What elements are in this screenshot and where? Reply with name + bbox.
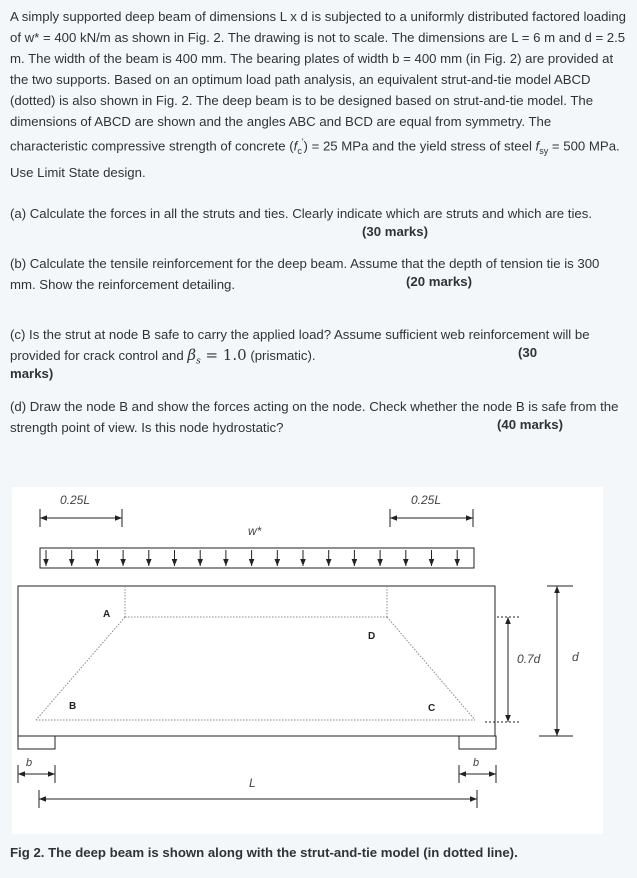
fc-symbol: f — [293, 138, 298, 154]
beta-symbol: β — [187, 346, 197, 364]
question-c-marks: (30 — [518, 345, 538, 360]
right-bearing-plate — [459, 736, 496, 749]
left-bearing-label: b — [26, 757, 33, 769]
fsy-symbol: f — [535, 138, 540, 154]
question-c-text: (c) Is the strut at node B safe to carry the applied load? Assume sufficient web reinforcement will be provided for crack control and — [10, 327, 590, 363]
problem-intro: A simply supported deep beam of dimensions L x d is subjected to a uniformly distributed factored loading of w* = 400 kN/m as shown in Fig. 2. The drawing is not to scale. The dimensions are L = 6 m and d = 2.5 m. The width of the beam is 400 mm. The bearing plates of width b = 400 mm (in Fig. 2) are provided at the two supports. Based on an optimum load path analysis, an equivalent strut-and-tie model ABCD (dotted) is also shown in Fig. 2. The deep beam is to be designed based on strut-and-tie model. The dimensions of ABCD are shown and the angles ABC and BCD are equal from symmetry. The characteristic — [10, 9, 627, 154]
fsy-subscript: sy — [539, 146, 549, 157]
left-quarter-label: 0.25L — [60, 493, 91, 507]
question-b: (b) Calculate the tensile reinforcement for the deep beam. Assume that the depth of tension tie is 300 mm. Show the reinforcement detailing. — [10, 256, 600, 292]
left-quarter-dimension — [40, 509, 122, 527]
right-quarter-dimension — [390, 509, 473, 527]
node-b-label: B — [69, 701, 77, 712]
strut-ab — [36, 617, 125, 720]
question-c-marks-cont: marks) — [10, 366, 54, 381]
question-d: (d) Draw the node B and show the forces acting on the node. Check whether the node B is safe from the strength point of view. Is this node hydrostatic? — [10, 399, 619, 435]
span-dimension — [39, 790, 477, 808]
node-d-label: D — [368, 631, 376, 642]
fc-after: ) = 25 MPa and the yield stress of steel — [303, 138, 536, 154]
depth-d-dimension — [539, 586, 573, 736]
distributed-load — [40, 548, 474, 568]
span-label: L — [249, 776, 256, 790]
left-bearing-dimension — [18, 765, 55, 783]
problem-statement: A simply supported deep beam of dimensions L x d is subjected to a uniformly distributed factored loading of w* = 400 kN/m as shown in Fig. 2. The drawing is not to scale. The dimensions are L = 6 m and d = 2.5 m. The width of the beam is 400 mm. The bearing plates of width b = 400 mm (in Fig. 2) are provided at the two supports. Based on an optimum load path analysis, an equivalent strut-and-tie model ABCD (dotted) is also shown in Fig. 2. The deep beam is to be designed based on strut-and-tie model. The dimensions of ABCD are shown and the angles ABC and BCD are equal from symmetry. The characteristic compressive strength of concrete $(f_c') = 25$ MPa and the yield stress of steel $f_{sy} = 500$ MPa. Use Limit State design. — [10, 9, 627, 181]
right-quarter-label: 0.25L — [411, 493, 442, 507]
beam-diagram — [12, 487, 603, 834]
left-bearing-plate — [18, 736, 55, 749]
figure-caption: Fig 2. The deep beam is shown along with the strut-and-tie model (in dotted line). — [10, 845, 518, 860]
question-a-marks: (30 marks) — [362, 224, 428, 239]
node-c-label: C — [428, 703, 436, 714]
depth-07d-label: 0.7d — [517, 652, 541, 666]
node-a-label: A — [103, 609, 111, 620]
fc-subscript: c — [297, 146, 302, 157]
fsy-after: = 500 MPa. — [548, 138, 620, 154]
load-label: w* — [248, 524, 262, 538]
depth-d-label: d — [572, 650, 579, 664]
figure-2 — [12, 487, 603, 834]
depth-07d-dimension — [485, 617, 519, 722]
question-c-text-end: (prismatic). — [246, 348, 316, 363]
beta-value: = 1.0 — [200, 346, 247, 364]
question-b-marks: (20 marks) — [406, 274, 472, 289]
beta-subscript: s — [196, 356, 201, 367]
design-method: Use Limit State design. — [10, 165, 146, 181]
fc-before: compressive strength of concrete ( — [91, 138, 294, 154]
question-d-marks: (40 marks) — [497, 417, 563, 432]
deep-beam — [18, 586, 495, 736]
strut-and-tie-model — [36, 586, 475, 720]
question-a: (a) Calculate the forces in all the struts and ties. Clearly indicate which are struts and which are ties. — [10, 206, 592, 221]
right-bearing-label: b — [473, 757, 480, 769]
